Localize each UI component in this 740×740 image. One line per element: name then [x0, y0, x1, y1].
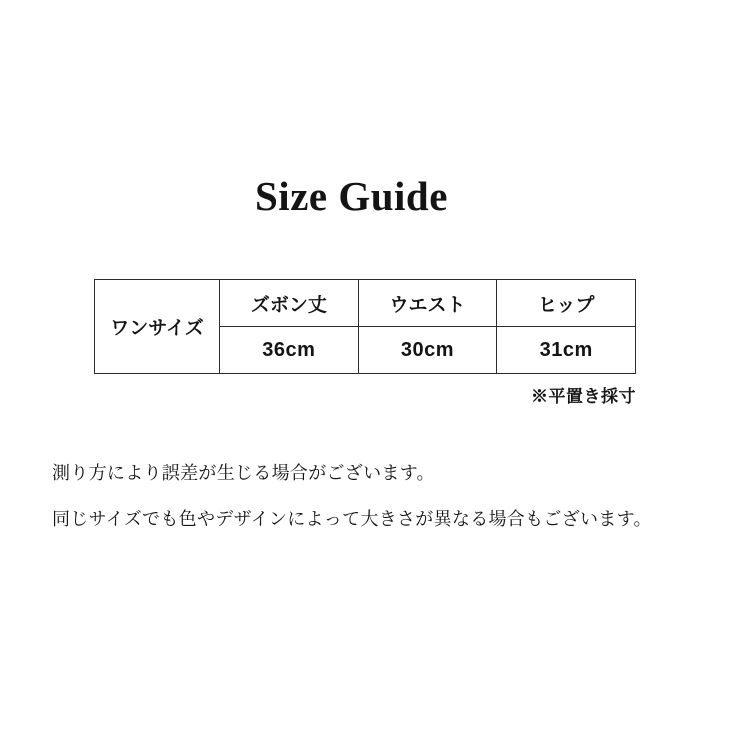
- disclaimer-line-1: 測り方により誤差が生じる場合がございます。: [52, 463, 435, 483]
- table-value-length: 36cm: [220, 327, 359, 374]
- table-header-length: ズボン丈: [220, 280, 359, 327]
- page-title: Size Guide: [255, 173, 448, 219]
- disclaimer-block: [52, 460, 702, 532]
- table-value-hip: 31cm: [497, 327, 636, 374]
- table-row-label: ワンサイズ: [95, 280, 220, 374]
- table-header-hip: ヒップ: [497, 280, 636, 327]
- size-table: [94, 279, 636, 374]
- table-row-headers: [95, 280, 636, 327]
- table-header-waist: ウエスト: [358, 280, 497, 327]
- disclaimer-line-2: 同じサイズでも色やデザインによって大きさが異なる場合もございます。: [52, 509, 652, 530]
- table-note: ※平置き採寸: [531, 387, 636, 406]
- table-value-waist: 30cm: [358, 327, 497, 374]
